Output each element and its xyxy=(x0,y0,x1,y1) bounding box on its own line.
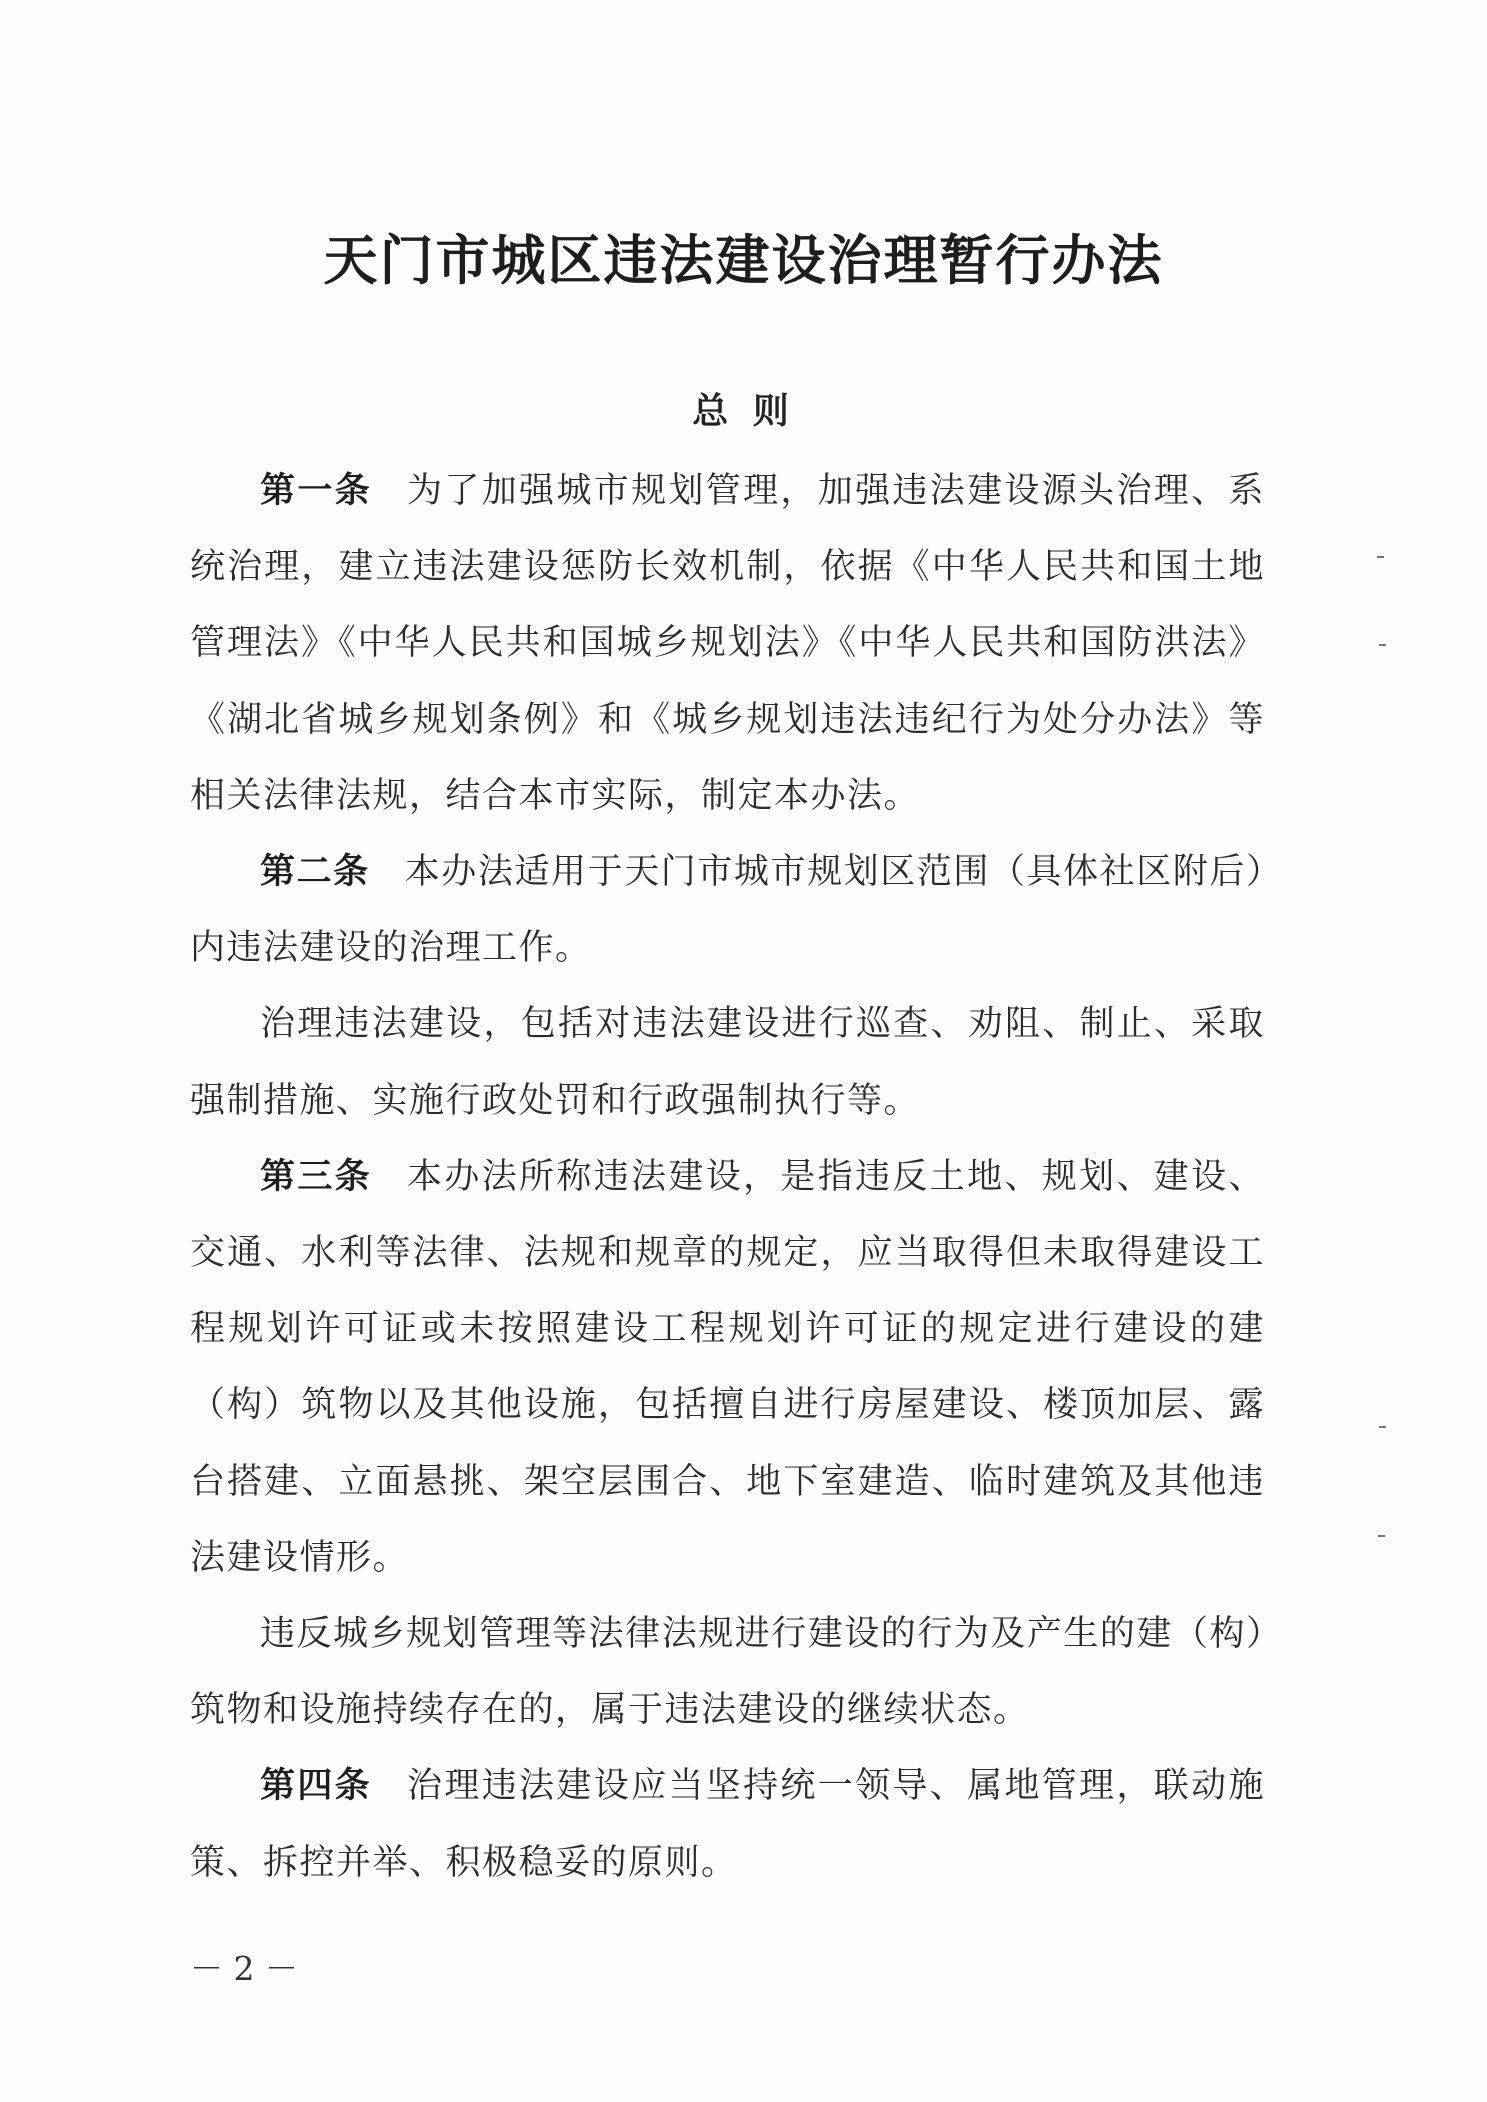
scan-mark xyxy=(1379,1426,1386,1428)
body-paragraph xyxy=(190,986,1265,1138)
article-paragraph xyxy=(190,453,1265,834)
scan-mark xyxy=(1378,1535,1385,1537)
article-label: 第二条 xyxy=(260,852,370,893)
document-title: 天门市城区违法建设治理暂行办法 xyxy=(323,228,1164,292)
scan-mark xyxy=(1377,556,1384,558)
article-text: 本办法适用于天门市城市规划区范围（具体社区附后）内违法建设的治理工作。 xyxy=(190,852,1265,969)
article-label: 第三条 xyxy=(260,1156,373,1197)
article-label: 第一条 xyxy=(260,471,373,511)
article-paragraph xyxy=(190,1139,1265,1596)
page-number: － 2 － xyxy=(190,1949,298,1988)
article-text: 治理违法建设应当坚持统一领导、属地管理，联动施策、拆控并举、积极稳妥的原则。 xyxy=(190,1766,1265,1883)
article-paragraph xyxy=(190,834,1265,986)
scan-mark xyxy=(1379,644,1386,646)
paragraph-text: 违反城乡规划管理等法律法规进行建设的行为及产生的建（构）筑物和设施持续存在的，属于违法建设的继续状态。 xyxy=(190,1614,1265,1731)
paragraph-text: 治理违法建设，包括对违法建设进行巡查、劝阻、制止、采取强制措施、实施行政处罚和行政强制执行等。 xyxy=(190,1004,1265,1121)
section-heading: 总 则 xyxy=(692,391,795,432)
document-body xyxy=(190,453,1265,1901)
article-paragraph xyxy=(190,1748,1265,1900)
article-label: 第四条 xyxy=(260,1766,373,1807)
article-text: 本办法所称违法建设，是指违反土地、规划、建设、交通、水利等法律、法规和规章的规定，应当取得但未取得建设工程规划许可证或未按照建设工程规划许可证的规定进行建设的建（构）筑物以及其他设施，包括擅自进行房屋建设、楼顶加层、露台搭建、立面悬挑、架空层围合、地下室建造、临时建筑及其他违法建设情形。 xyxy=(190,1156,1265,1578)
body-paragraph xyxy=(190,1596,1265,1748)
article-text: 为了加强城市规划管理，加强违法建设源头治理、系统治理，建立违法建设惩防长效机制，依据《中华人民共和国土地管理法》《中华人民共和国城乡规划法》《中华人民共和国防洪法》《湖北省城乡规划条例》和《城乡规划违法违纪行为处分办法》等相关法律法规，结合本市实际，制定本办法。 xyxy=(190,471,1265,816)
